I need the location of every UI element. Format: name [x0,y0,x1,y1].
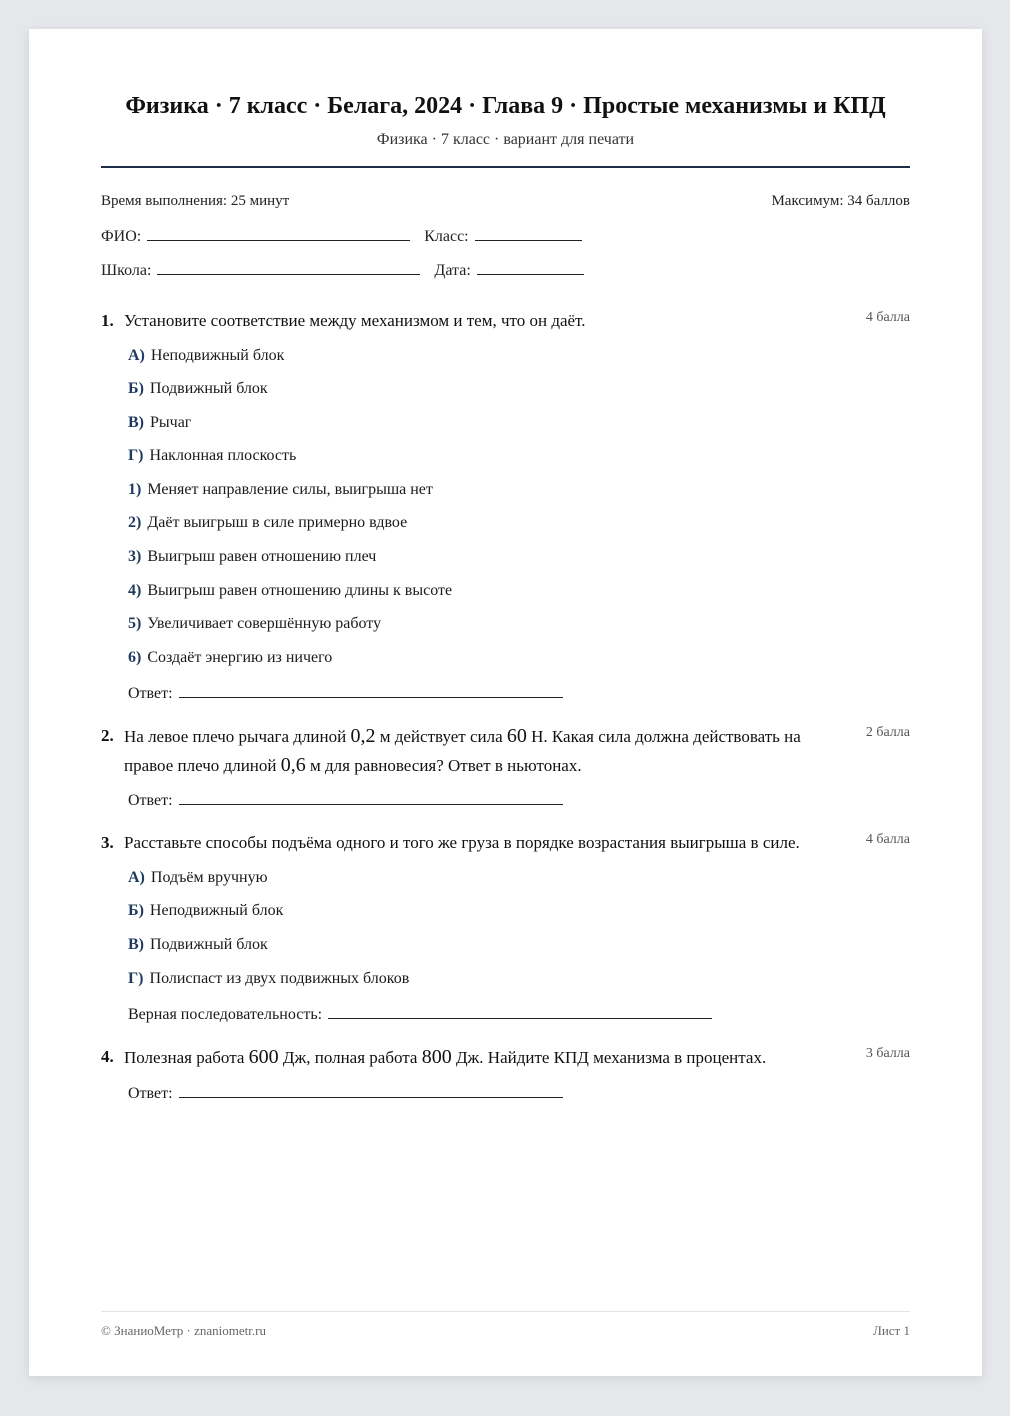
header-divider [101,166,910,168]
q4-text-part-1: Полезная работа [124,1048,249,1067]
q3-option-a-text: Подъём вручную [150,869,268,886]
q1-match-1-text: Меняет направление силы, выигрыша нет [147,481,433,498]
q3-answer-field[interactable] [128,1004,712,1024]
q3-option-a-label: А) [128,869,145,886]
q2-text-part-4: м для равновесия? Ответ в ньютонах. [305,756,582,775]
q1-option-b [128,380,268,398]
max-score: Максимум: 34 баллов [771,193,910,209]
q1-match-4-text: Выигрыш равен отношению длины к высоте [147,582,453,599]
fio-line[interactable] [147,226,410,241]
q3-option-g [128,970,409,988]
q2-answer-field[interactable] [128,790,563,810]
question-4-points: 3 балла [865,1046,910,1061]
q1-match-3-label: 3) [128,548,142,565]
q3-option-b [128,902,283,920]
q1-option-v [128,414,191,432]
worksheet-page [29,29,982,1376]
question-3-number: 3. [101,833,114,852]
q3-answer-line[interactable] [328,1004,712,1019]
q1-match-2 [128,514,407,532]
q2-value-length-left: 0,2 [350,725,376,747]
q1-match-6-label: 6) [128,649,142,666]
q4-text-part-3: Дж. Найдите КПД механизма в процентах. [451,1048,767,1067]
q3-option-b-text: Неподвижный блок [149,902,284,919]
q3-option-a [128,869,268,887]
q1-option-a-text: Неподвижный блок [150,347,285,364]
q3-option-g-label: Г) [128,970,144,987]
q1-option-b-label: Б) [128,380,144,397]
q3-answer-label: Верная последовательность: [128,1006,323,1023]
q1-match-5 [128,615,381,633]
q4-answer-field[interactable] [128,1083,563,1103]
q4-answer-line[interactable] [179,1083,563,1098]
q2-text-part-1: На левое плечо рычага длиной [124,727,351,746]
q3-option-g-text: Полиспаст из двух подвижных блоков [149,970,410,987]
q1-match-2-label: 2) [128,514,142,531]
date-label: Дата: [434,262,471,279]
q1-option-a [128,347,284,365]
question-1-number: 1. [101,311,114,330]
q3-option-v [128,936,268,954]
class-label: Класс: [424,228,469,245]
q1-match-1 [128,481,433,499]
question-2-number: 2. [101,726,114,745]
date-line[interactable] [477,260,584,275]
q1-option-g-label: Г) [128,447,144,464]
q2-text-part-3: Н. Какая сила должна действовать на правое плечо длиной [124,727,801,775]
question-1-text: Установите соответствие между механизмом и тем, что он даёт. [124,311,586,330]
footer-divider [101,1311,910,1312]
q4-answer-label: Ответ: [128,1085,173,1102]
q1-match-6 [128,649,332,667]
q3-option-v-text: Подвижный блок [150,936,268,953]
q3-option-v-label: В) [128,936,144,953]
school-label: Школа: [101,262,152,279]
question-3-points: 4 балла [865,832,910,847]
school-line[interactable] [157,260,420,275]
q2-answer-line[interactable] [179,790,563,805]
q1-match-5-text: Увеличивает совершённую работу [147,615,382,632]
fio-label: ФИО: [101,228,142,245]
q4-text-part-2: Дж, полная работа [278,1048,422,1067]
q1-option-v-text: Рычаг [150,414,192,431]
q4-value-useful-work: 600 [248,1046,279,1068]
question-1-points: 4 балла [865,310,910,325]
q1-match-2-text: Даёт выигрыш в силе примерно вдвое [147,514,408,531]
q1-answer-label: Ответ: [128,685,173,702]
q1-match-3-text: Выигрыш равен отношению плеч [147,548,377,565]
q1-option-v-label: В) [128,414,144,431]
q1-option-b-text: Подвижный блок [149,380,268,397]
q2-text-part-2: м действует сила [375,727,507,746]
page-subtitle: Физика · 7 класс · вариант для печати [376,131,635,148]
class-line[interactable] [475,226,582,241]
school-field[interactable] [101,260,584,280]
time-limit: Время выполнения: 25 минут [101,193,290,209]
question-3-text: Расставьте способы подъёма одного и того же груза в порядке возрастания выигрыша в силе. [124,833,800,852]
fio-field[interactable] [101,226,582,246]
page-title: Физика · 7 класс · Белага, 2024 · Глава 9 · Простые механизмы и КПД [125,93,886,119]
footer-sheet-number: Лист 1 [873,1323,910,1338]
q3-option-b-label: Б) [128,902,144,919]
question-2-text [124,722,850,780]
question-4-number: 4. [101,1047,114,1066]
question-2-points: 2 балла [865,725,910,740]
q1-answer-field[interactable] [128,683,563,703]
q1-match-3 [128,548,376,566]
q2-value-force: 60 [506,725,527,747]
q4-value-total-work: 800 [421,1046,452,1068]
q1-match-6-text: Создаёт энергию из ничего [147,649,333,666]
q1-option-a-label: А) [128,347,145,364]
q2-value-length-right: 0,6 [280,754,306,776]
q1-option-g-text: Наклонная плоскость [149,447,297,464]
q1-answer-line[interactable] [179,683,563,698]
q1-match-4 [128,582,452,600]
q1-option-g [128,447,296,465]
q1-match-1-label: 1) [128,481,142,498]
q2-answer-label: Ответ: [128,792,173,809]
q1-match-4-label: 4) [128,582,142,599]
q1-match-5-label: 5) [128,615,142,632]
question-4-text [124,1043,766,1072]
footer-copyright: © ЗнаниоМетр · znaniometr.ru [101,1323,266,1338]
